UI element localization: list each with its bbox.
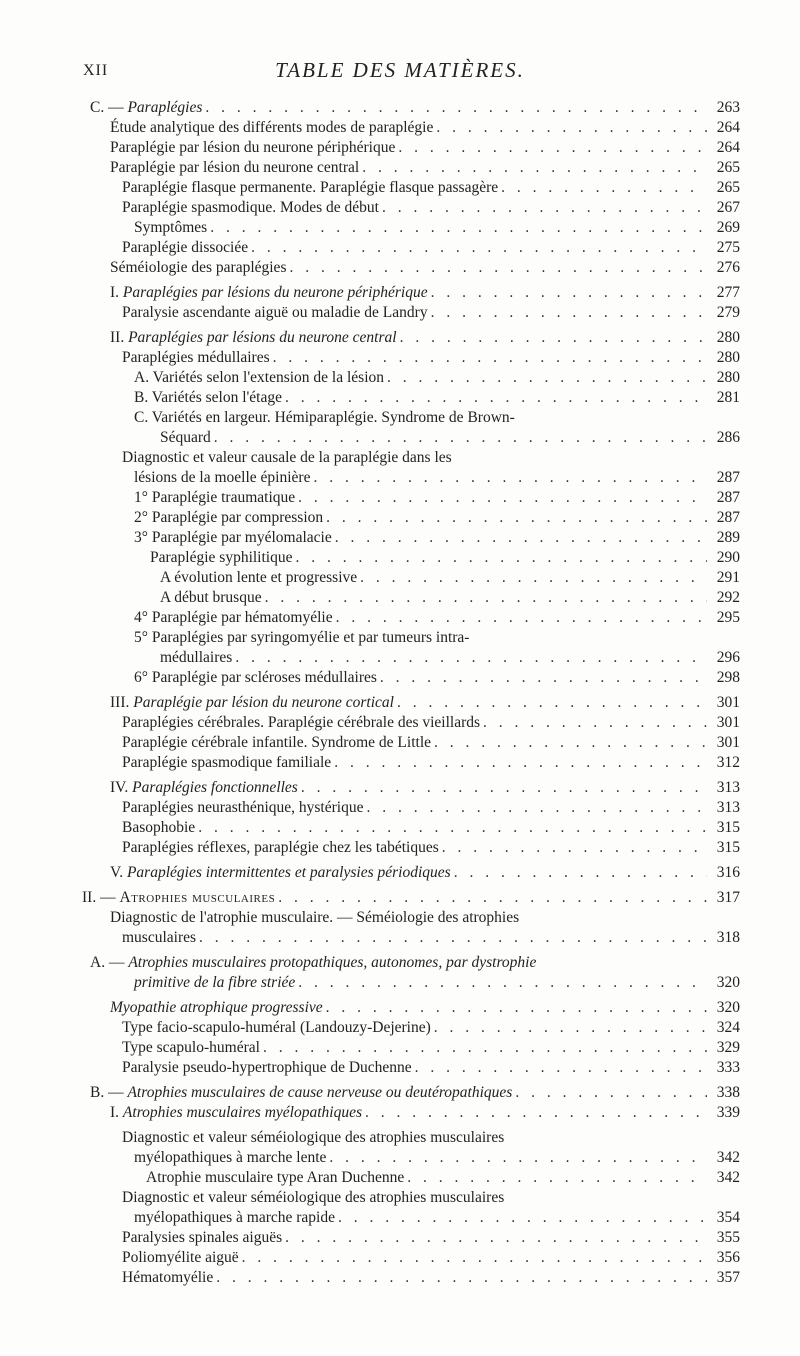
toc-entry (122, 1268, 740, 1288)
dot-leader (436, 118, 707, 138)
toc-entry-title (110, 138, 395, 158)
toc-entry (90, 98, 740, 118)
toc-entry-text: 4° Paraplégie par hématomyélie (134, 609, 333, 626)
dot-leader (205, 98, 707, 118)
toc-page-number: 280 (716, 349, 740, 366)
toc-entry (110, 158, 740, 178)
dot-leader (242, 1248, 707, 1268)
toc-entry-title (134, 973, 295, 993)
toc-entry (110, 778, 740, 798)
toc-page-number: 329 (716, 1039, 740, 1056)
toc-entry-title (122, 1188, 504, 1208)
toc-entry (134, 528, 740, 548)
toc-entry-prefix: A. — (90, 954, 129, 971)
toc-page-number: 318 (716, 929, 740, 946)
dot-leader (400, 328, 707, 348)
toc-page-number: 286 (716, 429, 740, 446)
toc-entry-title (122, 348, 270, 368)
toc-entry (122, 303, 740, 323)
toc-entry-title (134, 468, 310, 488)
toc-entry-text: Paraplégies (127, 99, 203, 116)
dot-leader (334, 753, 707, 773)
toc-page-number: 313 (716, 799, 740, 816)
toc-entry-title (110, 328, 397, 348)
toc-entry-title (110, 118, 433, 138)
toc-entry-title (160, 568, 357, 588)
toc-page-number: 287 (716, 489, 740, 506)
toc-entry-text: Paralysie pseudo-hypertrophique de Duchenne (122, 1059, 412, 1076)
dot-leader (235, 648, 707, 668)
toc-entry-title (134, 368, 384, 388)
toc-entry (134, 1148, 740, 1168)
toc-entry-text: Atrophies musculaires myélopathiques (122, 1104, 362, 1121)
toc-entry-text: Type scapulo-huméral (122, 1039, 260, 1056)
dot-leader (442, 838, 707, 858)
toc-entry-title (90, 98, 202, 118)
toc-entry-title (110, 693, 394, 713)
toc-page-number: 320 (716, 999, 740, 1016)
dot-leader (298, 488, 707, 508)
toc-page-number: 315 (716, 839, 740, 856)
toc-entry-text: Paraplégie dissociée (122, 239, 249, 256)
toc-entry (122, 178, 740, 198)
toc-entry-title (90, 1083, 512, 1103)
toc-entry-prefix: III. (110, 694, 134, 711)
toc-entry (122, 198, 740, 218)
toc-page-number: 267 (716, 199, 740, 216)
dot-leader (407, 1168, 707, 1188)
dot-leader (273, 348, 707, 368)
toc-entry-title (122, 1038, 260, 1058)
toc-entry (110, 328, 740, 348)
dot-leader (431, 283, 707, 303)
dot-leader (454, 863, 707, 883)
toc-entry (110, 258, 740, 278)
toc-entry (134, 628, 740, 648)
toc-page-number: 312 (716, 754, 740, 771)
toc-page-number: 280 (716, 329, 740, 346)
toc-entry (134, 388, 740, 408)
dot-leader (216, 1268, 707, 1288)
dot-leader (360, 568, 707, 588)
toc-page-number: 265 (716, 179, 740, 196)
toc-page-number: 296 (716, 649, 740, 666)
toc-entry (134, 368, 740, 388)
toc-page-number: 301 (716, 734, 740, 751)
toc-entry-text: Paralysie ascendante aiguë ou maladie de Landry (122, 304, 428, 321)
toc-entry-title (122, 178, 498, 198)
toc-page-number: 291 (716, 569, 740, 586)
toc-page-number: 298 (716, 669, 740, 686)
dot-leader (214, 428, 707, 448)
dot-leader (278, 888, 707, 908)
toc-page-number: 281 (716, 389, 740, 406)
toc-entry-text: 2° Paraplégie par compression (134, 509, 324, 526)
toc-entry (122, 838, 740, 858)
toc-entry-title (122, 818, 195, 838)
toc-entry (110, 138, 740, 158)
toc-entry-text: C. Variétés en largeur. Hémiparaplégie. Syndrome de Brown- (134, 409, 515, 426)
toc-entry-text: Paraplégies intermittentes et paralysies périodiques (126, 864, 451, 881)
toc-entry-text: Paraplégie cérébrale infantile. Syndrome de Little (122, 734, 432, 751)
toc-page-number: 355 (716, 1229, 740, 1246)
toc-entry (134, 488, 740, 508)
dot-leader (265, 588, 707, 608)
toc-entry-text: Séméiologie des paraplégies (110, 259, 287, 276)
toc-entry-text: Atrophies musculaires (119, 889, 276, 906)
dot-leader (326, 508, 707, 528)
toc-entry-title (122, 448, 452, 468)
toc-entry-title (122, 798, 363, 818)
dot-leader (336, 608, 707, 628)
dot-leader (434, 733, 707, 753)
toc-entry-text: Poliomyélite aiguë (122, 1249, 239, 1266)
toc-entry (122, 753, 740, 773)
dot-leader (483, 713, 707, 733)
toc-page-number: 292 (716, 589, 740, 606)
toc-entry-text: Étude analytique des différents modes de paraplégie (110, 119, 434, 136)
toc-entry-text: Paraplégie spasmodique familiale (122, 754, 332, 771)
dot-leader (338, 1208, 707, 1228)
toc-page-number: 320 (716, 974, 740, 991)
toc-entry-title (122, 1268, 213, 1288)
toc-entry-prefix: I. (110, 284, 123, 301)
dot-leader (515, 1083, 707, 1103)
toc-entry-prefix: II. — (82, 889, 120, 906)
toc-entry-text: Diagnostic et valeur causale de la paraplégie dans les (122, 449, 452, 466)
toc-entry (90, 953, 740, 973)
toc-entry-text: Myopathie atrophique progressive (110, 999, 323, 1016)
toc-entry-prefix: C. — (90, 99, 128, 116)
dot-leader (285, 388, 707, 408)
toc-page-number: 277 (716, 284, 740, 301)
toc-entry-title (134, 1148, 326, 1168)
toc-entry (122, 1228, 740, 1248)
toc-entry-title (122, 198, 379, 218)
dot-leader (313, 468, 707, 488)
toc-entry-text: A évolution lente et progressive (160, 569, 358, 586)
toc-page-number: 276 (716, 259, 740, 276)
toc-entry-title (150, 548, 292, 568)
toc-entry-text: Type facio-scapulo-huméral (Landouzy-Dejerine) (122, 1019, 431, 1036)
dot-leader (380, 668, 707, 688)
dot-leader (295, 548, 707, 568)
toc-entry-text: lésions de la moelle épinière (134, 469, 311, 486)
toc-page-number: 356 (716, 1249, 740, 1266)
toc-entry (110, 283, 740, 303)
toc-entry-title (134, 608, 333, 628)
toc-entry-title (122, 1018, 431, 1038)
toc-entry (134, 668, 740, 688)
dot-leader (198, 818, 707, 838)
toc-entry-text: Paraplégie par lésion du neurone central (110, 159, 360, 176)
toc-entry-title (110, 258, 286, 278)
toc-entry-title (122, 303, 428, 323)
toc-entry (122, 448, 740, 468)
toc-page-number: 280 (716, 369, 740, 386)
toc-entry-prefix: IV. (110, 779, 133, 796)
toc-entry-title (122, 1058, 412, 1078)
toc-entry (110, 1103, 740, 1123)
toc-entry-text: Hématomyélie (122, 1269, 214, 1286)
toc-entry (122, 1128, 740, 1148)
toc-page-number: 342 (716, 1149, 740, 1166)
dot-leader (501, 178, 707, 198)
toc-page-number: 287 (716, 469, 740, 486)
toc-entry-title (122, 1248, 239, 1268)
toc-entry-text: 6° Paraplégie par scléroses médullaires (134, 669, 377, 686)
dot-leader (251, 238, 707, 258)
toc-entry (110, 118, 740, 138)
toc-entry-title (134, 408, 515, 428)
toc-entry (122, 818, 740, 838)
toc-entry-title (110, 283, 428, 303)
toc-entry-title (122, 928, 196, 948)
toc-entry (122, 733, 740, 753)
toc-entry-text: Paraplégie par lésion du neurone périphérique (110, 139, 396, 156)
dot-leader (285, 1228, 707, 1248)
toc-entry (134, 973, 740, 993)
dot-leader (326, 998, 707, 1018)
toc-entry-title (110, 998, 323, 1018)
toc-entry (90, 1083, 740, 1103)
toc-entry (134, 1208, 740, 1228)
toc-entry-title (110, 863, 451, 883)
toc-entry-title (122, 753, 331, 773)
dot-leader (365, 1103, 707, 1123)
toc-entry-text: 1° Paraplégie traumatique (134, 489, 296, 506)
toc-entry (134, 218, 740, 238)
dot-leader (199, 928, 707, 948)
toc-entry-title (134, 1208, 335, 1228)
toc-entry (82, 888, 740, 908)
toc-entry (122, 238, 740, 258)
toc-entry-text: Atrophies musculaires protopathiques, autonomes, par dystrophie (128, 954, 537, 971)
toc-entry (110, 908, 740, 928)
toc-entry-prefix: I. (110, 1104, 123, 1121)
toc-page-number: 287 (716, 509, 740, 526)
dot-leader (362, 158, 707, 178)
toc-page-number: 357 (716, 1269, 740, 1286)
toc-entry (122, 348, 740, 368)
toc-entry-title (160, 648, 232, 668)
toc-entry-text: Paraplégies réflexes, paraplégie chez les tabétiques (122, 839, 439, 856)
dot-leader (434, 1018, 707, 1038)
toc-page-number: 313 (716, 779, 740, 796)
toc-entry-text: Paraplégies neurasthénique, hystérique (122, 799, 364, 816)
toc-entry-text: Atrophies musculaires de cause nerveuse ou deutéropathiques (127, 1084, 513, 1101)
toc-entry-text: Paralysies spinales aiguës (122, 1229, 283, 1246)
dot-leader (366, 798, 707, 818)
toc-entry (122, 1248, 740, 1268)
dot-leader (397, 693, 707, 713)
toc-page-number: 263 (716, 99, 740, 116)
toc-entry-text: musculaires (122, 929, 197, 946)
running-title: TABLE DES MATIÈRES. (275, 58, 525, 82)
toc-entry-text: Diagnostic et valeur séméiologique des atrophies musculaires (122, 1129, 505, 1146)
toc-entry (122, 928, 740, 948)
toc-page-number: 317 (716, 889, 740, 906)
toc-entry-title (134, 528, 332, 548)
toc-entry-text: Paraplégies fonctionnelles (132, 779, 298, 796)
toc-entry-text: Paraplégie flasque permanente. Paraplégie flasque passagère (122, 179, 499, 196)
toc-page-number: 324 (716, 1019, 740, 1036)
dot-leader (210, 218, 707, 238)
toc-entry-title (134, 488, 295, 508)
toc-page-number: 342 (716, 1169, 740, 1186)
toc-page-number: 354 (716, 1209, 740, 1226)
dot-leader (387, 368, 707, 388)
toc-entry-title (122, 733, 431, 753)
dot-leader (263, 1038, 707, 1058)
toc-entry-text: Paraplégie spasmodique. Modes de début (122, 199, 379, 216)
toc-entry (134, 468, 740, 488)
toc-page-number: 289 (716, 529, 740, 546)
toc-entry-title (110, 1103, 362, 1123)
toc-entry (150, 548, 740, 568)
toc-entry-title (122, 838, 439, 858)
toc-entry (146, 1168, 740, 1188)
toc-entry (122, 798, 740, 818)
toc-entry-text: Paraplégies médullaires (122, 349, 270, 366)
toc-entry-text: Atrophie musculaire type Aran Duchenne (146, 1169, 405, 1186)
toc-entry-title (82, 888, 275, 908)
dot-leader (382, 198, 707, 218)
toc-page-number: 265 (716, 159, 740, 176)
toc-page-number: 333 (716, 1059, 740, 1076)
toc-entry-text: Diagnostic et valeur séméiologique des atrophies musculaires (122, 1189, 505, 1206)
dot-leader (298, 973, 707, 993)
toc-entry-title (122, 1128, 504, 1148)
dot-leader (289, 258, 707, 278)
toc-entry-title (110, 158, 359, 178)
toc-page-number: 315 (716, 819, 740, 836)
toc-entry-prefix: V. (110, 864, 127, 881)
toc-entry-text: 5° Paraplégies par syringomyélie et par tumeurs intra- (134, 629, 470, 646)
dot-leader (301, 778, 707, 798)
toc-entry (122, 713, 740, 733)
toc-entry-text: A début brusque (160, 589, 262, 606)
toc-page-number: 301 (716, 694, 740, 711)
dot-leader (431, 303, 707, 323)
toc-entry-text: Symptômes (134, 219, 208, 236)
toc-entry-text: B. Variétés selon l'étage (134, 389, 282, 406)
toc-entry (160, 568, 740, 588)
toc-entry-title (134, 388, 282, 408)
toc-page-number: 279 (716, 304, 740, 321)
dot-leader (335, 528, 707, 548)
page-header (0, 58, 800, 88)
toc-entry (110, 863, 740, 883)
toc-entry (122, 1018, 740, 1038)
toc-entry-text: 3° Paraplégie par myélomalacie (134, 529, 332, 546)
toc-entry-title (134, 508, 323, 528)
toc-entry-text: Paraplégies par lésions du neurone périphérique (122, 284, 428, 301)
toc-entry-title (134, 218, 207, 238)
toc-entry (160, 588, 740, 608)
toc-entry (110, 693, 740, 713)
toc-page-number: 264 (716, 139, 740, 156)
toc-entry-text: A. Variétés selon l'extension de la lésion (134, 369, 385, 386)
toc-page-number: 338 (716, 1084, 740, 1101)
toc-page-number: 339 (716, 1104, 740, 1121)
toc-entry (122, 1038, 740, 1058)
toc-entry-title (134, 668, 377, 688)
toc-entry-title (90, 953, 536, 973)
dot-leader (415, 1058, 707, 1078)
toc-entry (160, 648, 740, 668)
toc-entry-text: primitive de la fibre striée (134, 974, 296, 991)
toc-entry (134, 408, 740, 428)
toc-page-number: 269 (716, 219, 740, 236)
toc-entry-text: myélopathiques à marche lente (134, 1149, 327, 1166)
toc-entry (110, 998, 740, 1018)
page-number: XII (83, 62, 109, 79)
toc-entry-text: Séquard (160, 429, 211, 446)
toc-entry (134, 608, 740, 628)
toc-entry-title (110, 908, 519, 928)
toc-page-number: 316 (716, 864, 740, 881)
dot-leader (398, 138, 707, 158)
dot-leader (329, 1148, 707, 1168)
toc-page-number: 264 (716, 119, 740, 136)
toc-entry-title (122, 713, 480, 733)
toc-entry-text: Paraplégie syphilitique (150, 549, 293, 566)
toc-entry-text: médullaires (160, 649, 233, 666)
toc-entry-title (160, 588, 262, 608)
toc-entry-prefix: II. (110, 329, 129, 346)
toc-entry-text: Paraplégie par lésion du neurone cortical (133, 694, 394, 711)
toc-entry-text: myélopathiques à marche rapide (134, 1209, 335, 1226)
toc-entry-title (134, 628, 469, 648)
toc-entry (122, 1188, 740, 1208)
toc-entry-text: Paraplégies cérébrales. Paraplégie cérébrale des vieillards (122, 714, 481, 731)
toc-entry-text: Basophobie (122, 819, 196, 836)
toc-page-number: 301 (716, 714, 740, 731)
toc-entry-title (160, 428, 211, 448)
toc-page-number: 290 (716, 549, 740, 566)
toc-entry-prefix: B. — (90, 1084, 128, 1101)
toc-entry-title (122, 1228, 282, 1248)
toc-entry (134, 508, 740, 528)
toc-page-number: 275 (716, 239, 740, 256)
toc-entry (160, 428, 740, 448)
toc-entry-title (146, 1168, 404, 1188)
toc-entry-text: Paraplégies par lésions du neurone central (128, 329, 397, 346)
toc-page-number: 295 (716, 609, 740, 626)
toc-entry-title (110, 778, 298, 798)
toc-entry (122, 1058, 740, 1078)
toc-entry-title (122, 238, 248, 258)
toc-entry-text: Diagnostic de l'atrophie musculaire. — Séméiologie des atrophies (110, 909, 520, 926)
